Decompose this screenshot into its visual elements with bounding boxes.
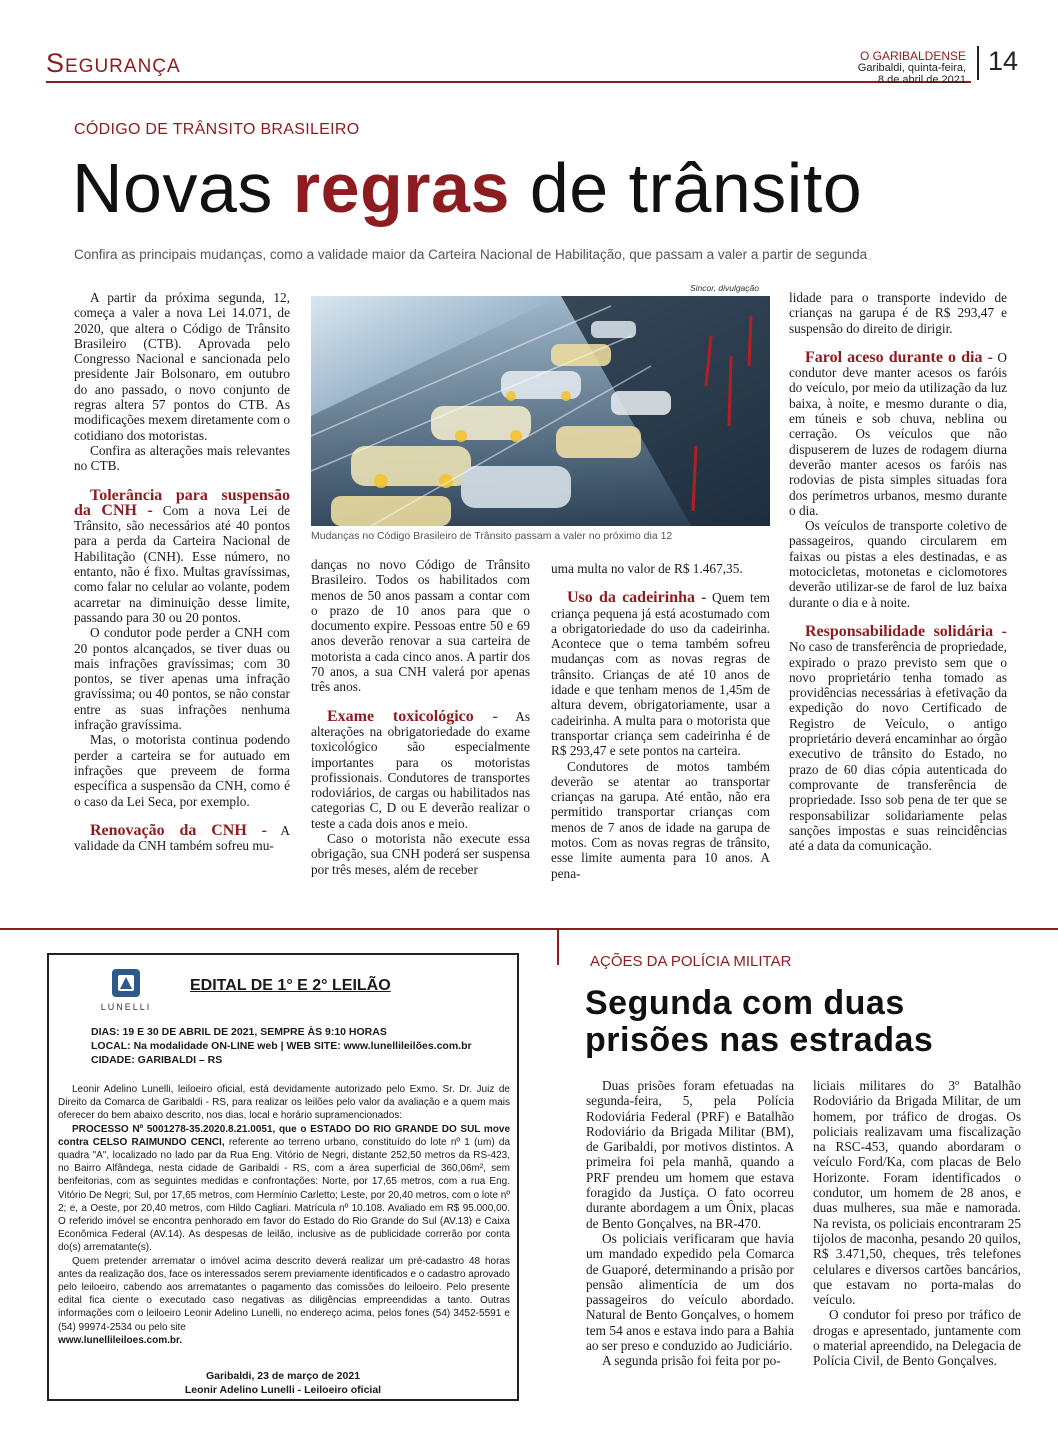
paragraph: Os veículos de transporte coletivo de passageiros, quando circularem em faixas ou pistas a eles destinadas, e as motocicletas, motonetas e ciclomotores deverão utilizar-se de farol de luz baixa durante o dia e à noite. xyxy=(789,518,1007,610)
article-column-3 xyxy=(551,561,770,881)
logo-text: LUNELLI xyxy=(100,1002,152,1012)
photo-caption: Mudanças no Código Brasileiro de Trânsito passam a valer no próximo dia 12 xyxy=(311,530,673,542)
paragraph: Caso o motorista não execute essa obrigação, sua CNH poderá ser suspensa por três meses, além de receber xyxy=(311,831,530,877)
paragraph: lidade para o transporte indevido de crianças na garupa é de R$ 293,47 e suspensão do direito de dirigir. xyxy=(789,290,1007,336)
traffic-photo-image xyxy=(311,296,770,526)
process-number: PROCESSO Nº 5001278-35.2020.8.21.0051, que o ESTADO DO RIO GRANDE DO SUL move contra CELSO RAIMUNDO CENCI, xyxy=(58,1123,510,1148)
headline-line: Segunda com duas xyxy=(585,984,905,1022)
headline-highlight: regras xyxy=(292,149,510,227)
edital-site: www.lunellileiloes.com.br. xyxy=(58,1334,183,1346)
article2-column-1 xyxy=(586,1078,794,1369)
edital-text: referente ao terreno urbano, constituído do lote nº 1 (um) da quadra "A", localizado no lado par da Rua Eng. Vitório de Negri, distante 252,50 metros da RS-423, no Bairro Alfândega, nesta cidade de Garibaldi - RS, com a área superficial de 360,06m², sem benfeitorias, com as seguintes medidas e confrontações: Norte, por 17,65 metros, com a rua Eng. Vitório De Negri; Sul, por 17,65 metros, com Hermínio Carletto; Leste, por 20,40 metros, com o lote nº 2; e, a Oeste, por 20,40 metros, com Hildo Cagliari. Matrícula nº 10.108. Avaliado em R$ 95.000,00. O referido imóvel se encontra penhorado em favor do Estado do Rio Grande do Sul (AV.13) e Caixa Econômica Federal (AV.14). As despesas de leilão, inclusive as de publicidade correrão por conta do(s) arrematante(s). xyxy=(58,1136,511,1254)
paragraph-text: A validade da CNH também sofreu mu- xyxy=(74,822,291,854)
place-date-line2: 8 de abril de 2021 xyxy=(877,74,966,86)
article-column-1 xyxy=(74,290,290,853)
paragraph: liciais militares do 3º Batalhão Rodoviário da Brigada Militar, de um homem, por tráfico de drogas. Os policiais realizavam uma fiscalização na RSC-453, quando abordaram o veículo Ford/Ka, com placas de Belo Horizonte. Foram identificados o condutor, um homem de 28 anos, e duas mulheres, sua mãe e namorada. Na revista, os policiais encontraram 25 tijolos de maconha, pesando 20 quilos, R$ 3.471,50, cheques, três telefones celulares e diversos cartões bancários, que estavam no porta-malas do veículo. xyxy=(813,1078,1021,1308)
subheading-paragraph xyxy=(789,350,1007,518)
article2-column-2 xyxy=(813,1078,1021,1369)
place-date-line1: Garibaldi, quinta-feira, xyxy=(857,62,966,74)
paragraph-text: O condutor deve manter acesos os faróis do veículo, por meio da utilização da luz baixa, à noite, e mesmo durante o dia, em túneis e sob chuva, neblina ou cerração. Os veículos que não dispuserem de luzes de rodagem diurna deverão manter acesos os faróis nas rodovias de pista simples situadas fora dos perímetros urbanos, mesmo durante o dia. xyxy=(789,349,1007,518)
paragraph-text: No caso de transferência de propriedade, expirado o prazo previsto sem que o novo proprietário tenha tomado as providências necessárias à efetivação da expedição do novo Certificado de Registro de Veículo, o antigo proprietário deverá encaminhar ao órgão executivo de trânsito do Estado, no prazo de 60 dias cópia autenticada do comprovante de transferência de propriedade. Isso sob pena de ter que se responsabilizar solidariamente pelas sanções impostas e suas reincidências até a data da comunicação. xyxy=(789,639,1007,854)
edital-paragraph: Quem pretender arrematar o imóvel acima descrito deverá realizar um pré-cadastro 48 horas antes da realização dos, face os interessados serem previamente identificados e o cadastro aprovado pelo leiloeiro, cabendo aos arrematantes o pagamento das comissões do leiloeiro. Pelo presente edital fica ciente o executado caso negativas as diligências empreendidas a tanto. Outras informações com o leiloeiro Leonir Adelino Lunelli, no endereço acima, pelos fones (54) 3452-5591 e (54) 99974-2534 ou pelo site xyxy=(58,1255,510,1333)
paragraph: Duas prisões foram efetuadas na segunda-feira, 5, pela Polícia Rodoviária Federal (PRF) e Batalhão Rodoviário da Brigada Militar (BM), de Garibaldi, por motivos distintos. A primeira foi pela manhã, quando a PRF prendeu um homem que estava foragido da Justiça. O fato ocorreu durante abordagem a um Ônix, placas de Bento Gonçalves, na BR-470. xyxy=(586,1078,794,1231)
headline-line: prisões nas estradas xyxy=(585,1021,934,1059)
article-kicker: CÓDIGO DE TRÂNSITO BRASILEIRO xyxy=(74,121,360,138)
subheading-paragraph xyxy=(311,709,530,831)
edital-title: EDITAL DE 1° E 2° LEILÃO xyxy=(190,977,391,994)
paragraph: danças no novo Código de Trânsito Brasileiro. Todos os habilitados com menos de 50 anos passam a contar com o prazo de 10 anos para que o documento expire. Pessoas entre 50 e 69 anos deverão renovar a sua carteira de motorista a cada cinco anos. A partir dos 70 anos, a sua CNH valerá por apenas três anos. xyxy=(311,557,530,695)
subheading: Responsabilidade solidária - xyxy=(805,622,1007,640)
article2-kicker: AÇÕES DA POLÍCIA MILITAR xyxy=(590,953,792,970)
subheading: Renovação da CNH - xyxy=(90,821,267,839)
section-divider xyxy=(0,928,1058,930)
edital-date: Garibaldi, 23 de março de 2021 xyxy=(205,1370,361,1382)
headline-part2: de trânsito xyxy=(509,149,863,227)
subheading: Tolerância para suspensão da CNH - xyxy=(74,486,290,519)
header-divider xyxy=(977,46,979,80)
subheading: Exame toxicológico - xyxy=(327,707,498,725)
subheading-paragraph xyxy=(74,488,290,626)
header-rule xyxy=(46,81,971,83)
paragraph: Os policiais verificaram que havia um mandado expedido pela Comarca de Guaporé, determinando a prisão por pensão alimentícia de um dos passageiros do veículo abordado. Natural de Bento Gonçalves, o homem tem 54 anos e estava indo para a Bahia ao ser preso e conduzido ao Judiciário. xyxy=(586,1230,794,1354)
article-column-2 xyxy=(311,557,530,877)
auction-location: LOCAL: Na modalidade ON-LINE web | WEB SITE: www.lunellileilões.com.br xyxy=(91,1040,472,1052)
subheading: Farol aceso durante o dia - xyxy=(805,348,993,366)
paper-name: O GARIBALDENSE xyxy=(859,49,966,63)
article-column-4 xyxy=(789,290,1007,853)
paragraph-text: Com a nova Lei de Trânsito, são necessários até 40 pontos para a perda da Carteira Nacional de Habilitação (CNH). Esse número, no entanto, não é fixo. Multas gravíssimas, como falar no celular ao volante, podem acarretar na diminuição desse limite, passando para 30 ou 20 pontos. xyxy=(74,502,290,625)
edital-body xyxy=(58,1083,510,1347)
headline-part1: Novas xyxy=(72,149,293,227)
traffic-photo xyxy=(311,296,770,526)
subheading-paragraph xyxy=(551,590,770,758)
paragraph: O condutor foi preso por tráfico de drogas e apresentado, juntamente com o material apreendido, na Delegacia de Polícia Civil, de Bento Gonçalves. xyxy=(813,1307,1021,1369)
paragraph-text: As alterações na obrigatoriedade do exame toxicológico são especialmente importantes para os motoristas profissionais. Condutores de transportes rodoviários, de cargas ou habilitados nas categorias C, D ou E deverão realizar o teste a cada dois anos e meio. xyxy=(311,708,531,831)
edital-paragraph: Leonir Adelino Lunelli, leiloeiro oficial, está devidamente autorizado pelo Exmo. Sr. Dr. Juiz de Direito da Comarca de Garibaldi - RS, para realizar os leilões pelo valor da avaliação e a quem mais oferecer do bem abaixo descrito, nos dias, local e horário supramencionados: xyxy=(58,1084,510,1122)
article-deck: Confira as principais mudanças, como a validade maior da Carteira Nacional de Habilitação, que passam a valer a partir de segunda xyxy=(74,247,868,262)
page-number: 14 xyxy=(988,46,1019,76)
paragraph: O condutor pode perder a CNH com 20 pontos alcançados, se tiver duas ou mais infrações gravíssimas; com 30 pontos, se tiver apenas uma infração gravíssima; ou 40 pontos, se não constar entre as suas infrações nenhuma infração gravíssima. xyxy=(74,625,290,733)
legal-notice-box xyxy=(47,953,519,1401)
photo-credit: Sincor, divulgação xyxy=(690,283,759,293)
article2-headline xyxy=(585,985,933,1059)
auction-city: CIDADE: GARIBALDI – RS xyxy=(91,1054,223,1066)
article-headline xyxy=(72,150,862,226)
paragraph: Confira as alterações mais relevantes no CTB. xyxy=(74,442,290,474)
auction-dates: DIAS: 19 E 30 DE ABRIL DE 2021, SEMPRE ÀS 9:10 HORAS xyxy=(91,1026,387,1038)
paragraph: Condutores de motos também deverão se atentar ao transportar crianças na garupa. Até então, não era permitido transportar crianças com menos de 7 anos de idade na garupa de motos. Com as novas regras de trânsito, esse limite aumenta para 10 anos. A pena- xyxy=(551,758,770,881)
subheading-paragraph xyxy=(789,624,1007,853)
paragraph-text: Quem tem criança pequena já está acostumado com a obrigatoriedade do uso da cadeirinha. Acontece que o tema também sofreu mudanças com as novas regras de trânsito. Crianças de até 10 anos de idade e que tenham menos de 1,45m de altura devem, obrigatoriamente, usar a cadeirinha. A multa para o motorista que transportar criança sem cadeirinha é de R$ 293,47 e sete pontos na carteira. xyxy=(551,590,770,759)
paragraph: A partir da próxima segunda, 12, começa a valer a nova Lei 14.071, de 2020, que altera o Código de Trânsito Brasileiro (CTB). Aprovada pelo Congresso Nacional e sancionada pelo presidente Jair Bolsonaro, em outubro do ano passado, o novo conjunto de regras altera 57 pontos do CTB. As modificações mexem diretamente com o cotidiano dos motoristas. xyxy=(74,290,290,443)
paragraph: uma multa no valor de R$ 1.467,35. xyxy=(551,561,743,576)
masthead-info xyxy=(858,50,966,86)
subheading-paragraph xyxy=(74,823,290,854)
column-divider xyxy=(557,930,559,965)
subheading: Uso da cadeirinha - xyxy=(567,589,707,607)
edital-paragraph xyxy=(58,1123,510,1255)
section-title: Segurança xyxy=(46,48,181,78)
paragraph: Mas, o motorista continua podendo perder a carteira se for autuado em infrações que preveem de forma específica a suspensão da CNH, como é o caso da Lei Seca, por exemplo. xyxy=(74,732,290,809)
edital-signature: Leonir Adelino Lunelli - Leiloeiro oficial xyxy=(184,1384,382,1396)
paragraph: A segunda prisão foi feita por po- xyxy=(602,1353,781,1369)
auction-details xyxy=(91,1025,472,1067)
